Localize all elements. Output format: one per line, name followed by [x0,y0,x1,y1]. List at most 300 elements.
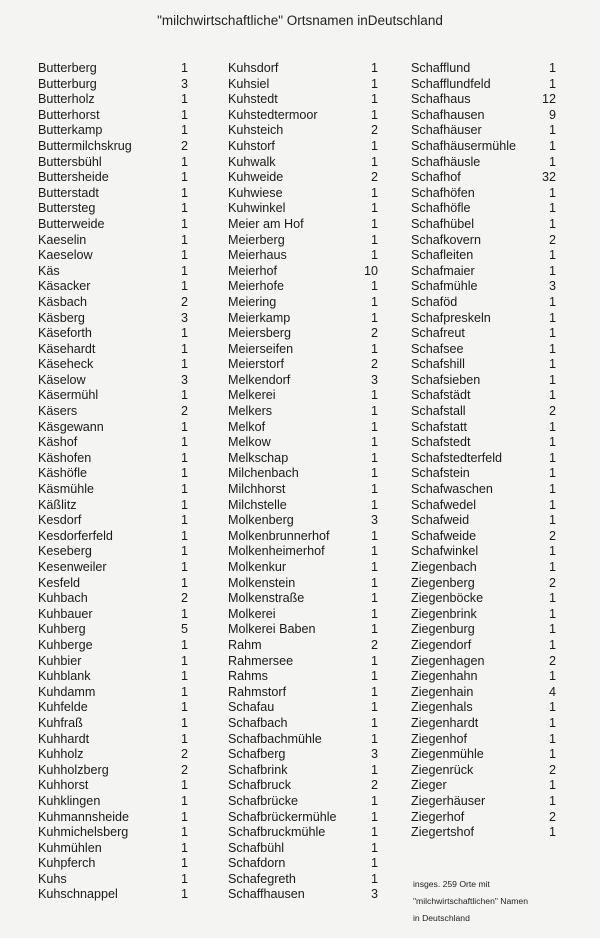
place-count: 3 [370,747,378,762]
place-count: 1 [370,560,378,574]
place-row [228,591,378,607]
place-count: 2 [370,357,378,372]
place-row [38,544,188,560]
place-count: 1 [370,575,378,590]
place-row [38,513,188,529]
place-count: 3 [180,76,188,91]
place-name: Schafhöfen [411,185,475,200]
place-name: Kuhwalk [228,154,276,169]
place-row [411,388,556,404]
place-count: 2 [370,778,378,793]
place-row [38,887,188,903]
place-count: 1 [180,201,188,216]
place-count: 1 [548,591,556,606]
place-row [228,311,378,327]
place-name: Schafhäusermühle [411,138,517,153]
place-count: 1 [370,435,378,450]
place-name: Kuhholzberg [38,762,109,777]
place-count: 1 [548,216,556,231]
place-count: 1 [548,419,556,434]
place-count: 1 [370,653,378,668]
place-count: 1 [548,61,556,75]
place-count: 3 [370,887,378,902]
place-name: Butterberg [38,61,97,75]
place-name: Butterholz [38,92,95,107]
place-name: Schafhäuser [411,123,482,138]
place-row [411,420,556,436]
place-name: Meier am Hof [228,216,304,231]
place-count: 1 [180,715,188,730]
place-count: 1 [548,482,556,497]
place-row [411,279,556,295]
place-row [38,466,188,482]
place-name: Melkers [228,404,273,419]
place-name: Rahmersee [228,653,294,668]
place-count: 1 [548,185,556,200]
place-name: Kuhsteich [228,123,284,138]
place-row [228,61,378,77]
place-name: Melkerei [228,388,276,403]
place-count: 1 [370,138,378,153]
place-row [228,544,378,560]
place-name: Käsers [38,404,78,419]
place-count: 1 [548,637,556,652]
place-count: 1 [180,170,188,185]
place-row [38,388,188,404]
place-row [228,233,378,249]
place-name: Kesdorf [38,513,82,528]
place-name: Schafegreth [228,871,296,886]
place-count: 1 [548,388,556,403]
place-name: Ziegenbrink [411,606,477,621]
place-count: 1 [370,482,378,497]
place-row [228,794,378,810]
place-name: Ziegenhals [411,700,473,715]
place-row [411,482,556,498]
place-count: 1 [180,279,188,294]
place-count: 1 [180,450,188,465]
place-row [38,233,188,249]
place-count: 32 [541,170,556,185]
place-row [411,139,556,155]
place-row [411,233,556,249]
place-count: 1 [180,61,188,75]
place-name: Meierhaus [228,248,287,263]
place-list-column-3 [411,61,556,841]
place-name: Meierkamp [228,310,291,325]
place-count: 1 [180,232,188,247]
place-name: Kuhwiese [228,185,283,200]
place-row [38,420,188,436]
place-count: 1 [370,279,378,294]
place-row [38,77,188,93]
place-count: 1 [370,466,378,481]
place-name: Ziegenhain [411,684,474,699]
place-count: 2 [180,591,188,606]
place-name: Butterstadt [38,185,99,200]
place-count: 2 [548,528,556,543]
place-row [38,856,188,872]
place-name: Melkow [228,435,271,450]
place-count: 1 [370,92,378,107]
place-row [228,373,378,389]
place-name: Schafwaschen [411,482,493,497]
place-count: 1 [370,544,378,559]
place-name: Molkenheimerhof [228,544,325,559]
place-name: Buttersteg [38,201,96,216]
place-name: Schafweide [411,528,477,543]
place-name: Melkschap [228,450,289,465]
place-count: 1 [180,466,188,481]
place-row [411,404,556,420]
place-row [38,217,188,233]
place-row [38,685,188,701]
place-count: 2 [548,653,556,668]
place-name: Kuhpferch [38,856,96,871]
place-list-column-1 [38,61,188,903]
place-count: 1 [370,76,378,91]
place-row [38,669,188,685]
place-row [38,607,188,623]
place-count: 3 [370,513,378,528]
place-count: 1 [180,887,188,902]
place-row [228,357,378,373]
place-name: Ziegenrück [411,762,474,777]
place-row [411,451,556,467]
place-count: 1 [548,606,556,621]
place-row [38,794,188,810]
place-name: Ziegerhäuser [411,793,486,808]
place-row [411,498,556,514]
place-name: Meierhof [228,263,277,278]
place-row [38,732,188,748]
place-count: 1 [180,216,188,231]
place-row [228,887,378,903]
place-name: Käselow [38,372,86,387]
place-name: Kuhmannsheide [38,809,130,824]
place-count: 1 [180,388,188,403]
place-name: Kuhberge [38,637,93,652]
place-name: Schafreut [411,326,465,341]
place-row [38,872,188,888]
place-row [38,498,188,514]
place-row [38,279,188,295]
place-name: Melkendorf [228,372,291,387]
place-row [38,342,188,358]
place-name: Butterweide [38,216,105,231]
place-row [228,825,378,841]
place-row [411,778,556,794]
place-row [228,607,378,623]
place-name: Schafstedterfeld [411,450,503,465]
place-count: 1 [180,435,188,450]
place-count: 1 [370,606,378,621]
place-name: Schafbühl [228,840,285,855]
place-row [411,123,556,139]
place-row [38,716,188,732]
place-name: Schafhof [411,170,461,185]
place-name: Ziegenberg [411,575,475,590]
place-row [228,732,378,748]
place-row [411,794,556,810]
place-count: 1 [370,388,378,403]
place-row [38,373,188,389]
place-count: 1 [370,310,378,325]
place-count: 1 [548,263,556,278]
footnote-line: "milchwirtschaftlichen" Namen [413,896,528,906]
place-name: Schafwedel [411,497,477,512]
place-count: 1 [180,482,188,497]
place-count: 1 [548,825,556,840]
place-name: Buttermilchskrug [38,138,132,153]
place-name: Schafdorn [228,856,286,871]
place-name: Meierberg [228,232,285,247]
place-count: 1 [370,248,378,263]
place-row [228,295,378,311]
place-name: Rahmstorf [228,684,287,699]
place-count: 2 [180,404,188,419]
place-count: 1 [548,123,556,138]
place-count: 1 [180,357,188,372]
place-row [38,778,188,794]
place-name: Milchenbach [228,466,299,481]
place-row [228,451,378,467]
place-count: 1 [548,435,556,450]
place-name: Schafbrücke [228,793,299,808]
place-count: 1 [180,263,188,278]
place-name: Schafbach [228,715,288,730]
place-count: 4 [548,684,556,699]
place-count: 2 [548,575,556,590]
place-name: Schafau [228,700,275,715]
place-count: 1 [370,419,378,434]
place-row [38,763,188,779]
place-row [411,654,556,670]
place-count: 1 [180,326,188,341]
place-row [411,607,556,623]
place-name: Schafkovern [411,232,482,247]
place-name: Kuhweide [228,170,284,185]
footnote-line: in Deutschland [413,913,470,923]
place-name: Meiering [228,294,277,309]
place-name: Käsgewann [38,419,104,434]
place-count: 2 [548,232,556,247]
place-row [411,342,556,358]
place-row [411,170,556,186]
place-row [38,576,188,592]
place-count: 1 [548,560,556,574]
place-name: Ziegenbach [411,560,477,574]
place-name: Kuhmichelsberg [38,825,129,840]
place-row [411,825,556,841]
place-count: 1 [370,294,378,309]
place-count: 1 [548,793,556,808]
place-row [38,700,188,716]
place-count: 3 [180,372,188,387]
place-row [38,295,188,311]
place-row [411,716,556,732]
place-count: 1 [548,76,556,91]
place-name: Schaföd [411,294,458,309]
place-count: 1 [548,669,556,684]
place-name: Kuhhardt [38,731,90,746]
place-row [411,810,556,826]
place-row [38,435,188,451]
place-count: 1 [548,450,556,465]
place-name: Kuhsdorf [228,61,279,75]
place-row [411,576,556,592]
place-row [38,248,188,264]
place-row [38,825,188,841]
place-count: 1 [370,450,378,465]
place-row [228,622,378,638]
place-row [38,123,188,139]
place-name: Schafshill [411,357,465,372]
place-count: 1 [370,715,378,730]
place-count: 1 [180,637,188,652]
place-name: Schafstall [411,404,466,419]
place-count: 1 [370,154,378,169]
place-name: Ziegenhahn [411,669,478,684]
place-count: 1 [548,372,556,387]
place-count: 1 [180,419,188,434]
place-count: 1 [370,871,378,886]
place-name: Käsacker [38,279,91,294]
place-row [38,810,188,826]
place-row [38,92,188,108]
place-name: Käs [38,263,60,278]
place-name: Schaffhausen [228,887,305,902]
place-row [228,264,378,280]
place-name: Ziegenburg [411,622,475,637]
place-count: 3 [370,372,378,387]
place-row [38,591,188,607]
place-row [228,77,378,93]
place-row [38,638,188,654]
place-name: Käsehardt [38,341,96,356]
place-name: Käsmühle [38,482,95,497]
place-count: 2 [370,123,378,138]
place-count: 1 [548,747,556,762]
place-count: 1 [180,92,188,107]
place-name: Butterburg [38,76,97,91]
place-name: Ziegenhagen [411,653,485,668]
place-row [411,466,556,482]
place-name: Butterkamp [38,123,103,138]
place-count: 1 [370,825,378,840]
place-count: 1 [180,731,188,746]
place-name: Meierstorf [228,357,284,372]
place-name: Käßlitz [38,497,77,512]
place-row [411,622,556,638]
place-count: 1 [180,871,188,886]
place-row [411,685,556,701]
place-row [38,61,188,77]
place-row [38,201,188,217]
place-name: Kuhwinkel [228,201,286,216]
place-row [228,872,378,888]
place-row [228,654,378,670]
place-name: Käshof [38,435,78,450]
place-row [228,420,378,436]
place-row [228,778,378,794]
place-row [411,264,556,280]
place-name: Schafstedt [411,435,471,450]
place-name: Schafmaier [411,263,475,278]
place-name: Käsbach [38,294,88,309]
place-row [228,248,378,264]
place-row [228,638,378,654]
place-count: 1 [548,513,556,528]
place-count: 1 [180,684,188,699]
place-row [411,435,556,451]
place-count: 1 [180,513,188,528]
place-name: Ziegendorf [411,637,472,652]
place-count: 1 [370,107,378,122]
place-row [228,108,378,124]
place-row [228,170,378,186]
place-count: 1 [180,560,188,574]
footnote [413,876,583,927]
place-row [411,92,556,108]
place-count: 1 [548,248,556,263]
place-row [228,404,378,420]
place-name: Kuhbauer [38,606,93,621]
place-row [38,451,188,467]
place-count: 1 [548,154,556,169]
place-row [228,482,378,498]
place-count: 1 [548,715,556,730]
place-row [38,357,188,373]
place-count: 1 [370,216,378,231]
place-name: Schafhaus [411,92,471,107]
place-row [228,466,378,482]
place-row [228,716,378,732]
place-count: 3 [548,279,556,294]
place-count: 2 [548,809,556,824]
place-count: 1 [548,778,556,793]
place-row [38,560,188,576]
place-count: 2 [180,294,188,309]
place-row [38,404,188,420]
place-row [411,326,556,342]
place-row [228,513,378,529]
place-count: 1 [548,294,556,309]
place-name: Kuhschnappel [38,887,118,902]
place-row [411,295,556,311]
place-row [411,77,556,93]
place-count: 1 [370,809,378,824]
place-count: 1 [370,185,378,200]
place-count: 5 [180,622,188,637]
place-list-column-2 [228,61,378,903]
place-name: Ziegenmühle [411,747,484,762]
place-row [411,217,556,233]
place-row [411,108,556,124]
place-count: 1 [370,232,378,247]
place-name: Kuhstedt [228,92,278,107]
place-name: Kuhhorst [38,778,89,793]
place-name: Schafstädt [411,388,471,403]
place-count: 1 [370,201,378,216]
place-count: 1 [548,310,556,325]
place-row [228,810,378,826]
place-count: 1 [180,840,188,855]
place-row [38,529,188,545]
place-count: 2 [548,404,556,419]
place-name: Kuhstedtermoor [228,107,318,122]
place-count: 1 [180,825,188,840]
